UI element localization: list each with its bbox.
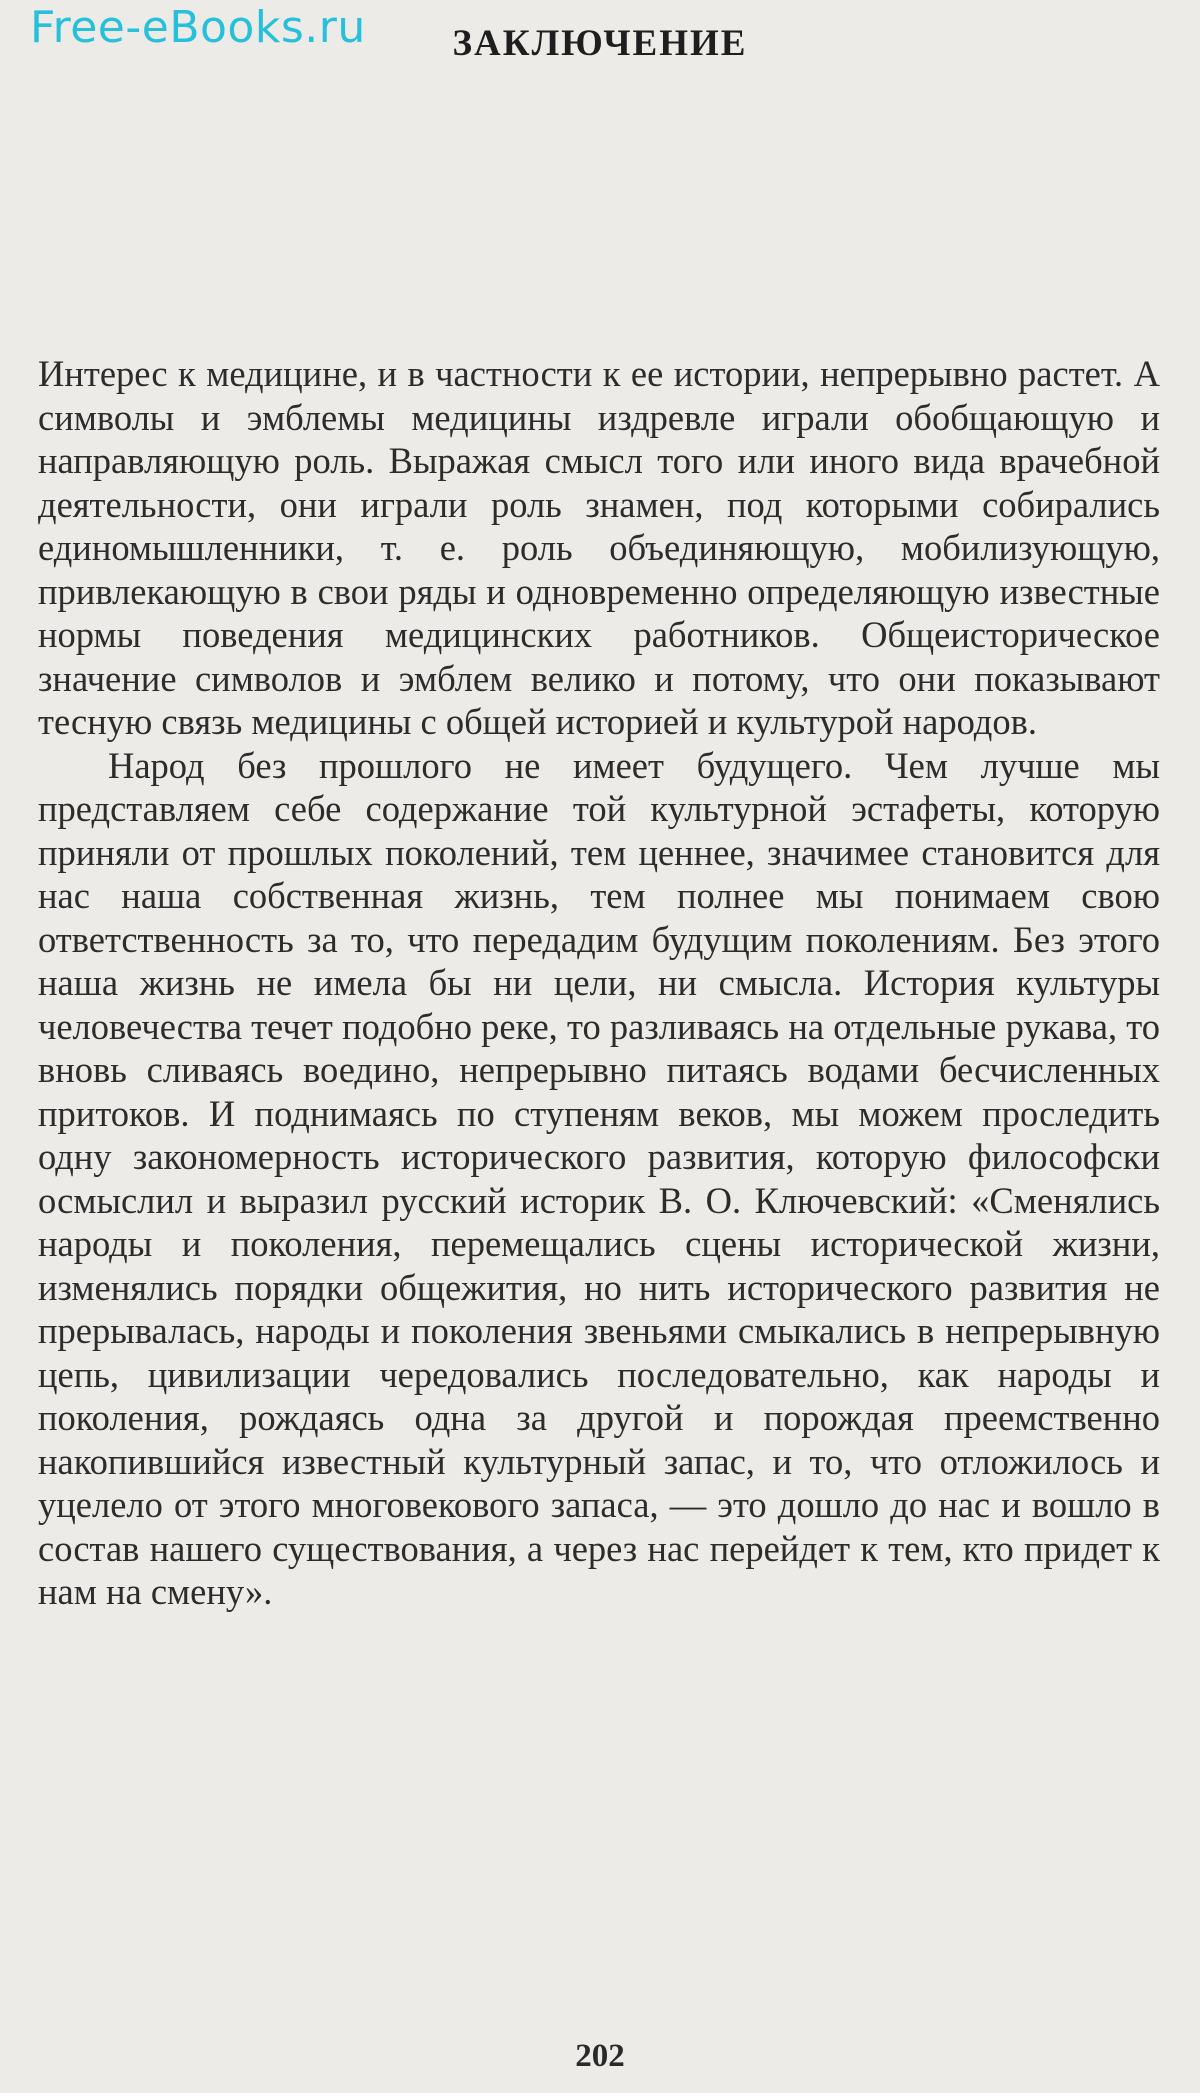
site-watermark: Free-eBooks.ru [30,2,366,53]
chapter-body [38,352,1160,1614]
paragraph-1: Интерес к медицине, и в частности к ее истории, непрерывно растет. А символы и эмблемы медицины издревле играли обобщающую и направляющую роль. Выражая смысл того или иного вида врачебной деятельности, они играли роль знамен, под которыми собирались единомышленники, т. е. роль объединяющую, мобилизующую, привлекающую в свои ряды и одновременно определяющую известные нормы поведения медицинских работников. Общеисторическое значение символов и эмблем велико и потому, что они показывают тесную связь медицины с общей историей и культурой народов. [38,353,1160,742]
paragraph-2: Народ без прошлого не имеет будущего. Чем лучше мы представляем себе содержание той культурной эстафеты, которую приняли от прошлых поколений, тем ценнее, значимее становится для нас наша собственная жизнь, тем полнее мы понимаем свою ответственность за то, что передадим будущим поколениям. Без этого наша жизнь не имела бы ни цели, ни смысла. История культуры человечества течет подобно реке, то разливаясь на отдельные рукава, то вновь сливаясь воедино, непрерывно питаясь водами бесчисленных притоков. И поднимаясь по ступеням веков, мы можем проследить одну закономерность исторического развития, которую философски осмыслил и выразил русский историк В. О. Ключевский: «Сменялись народы и поколения, перемещались сцены исторической жизни, изменялись порядки общежития, но нить исторического развития не прерывалась, народы и поколения звеньями смыкались в непрерывную цепь, цивилизации чередовались последовательно, как народы и поколения, рождаясь одна за другой и порождая преемственно накопившийся известный культурный запас, и то, что отложилось и уцелело от этого многовекового запаса, — это дошло до нас и вошло в состав нашего существования, а через нас перейдет к тем, кто придет к нам на смену». [38,744,1160,1612]
chapter-title: ЗАКЛЮЧЕНИЕ [452,23,748,64]
page-number: 202 [575,2038,625,2074]
